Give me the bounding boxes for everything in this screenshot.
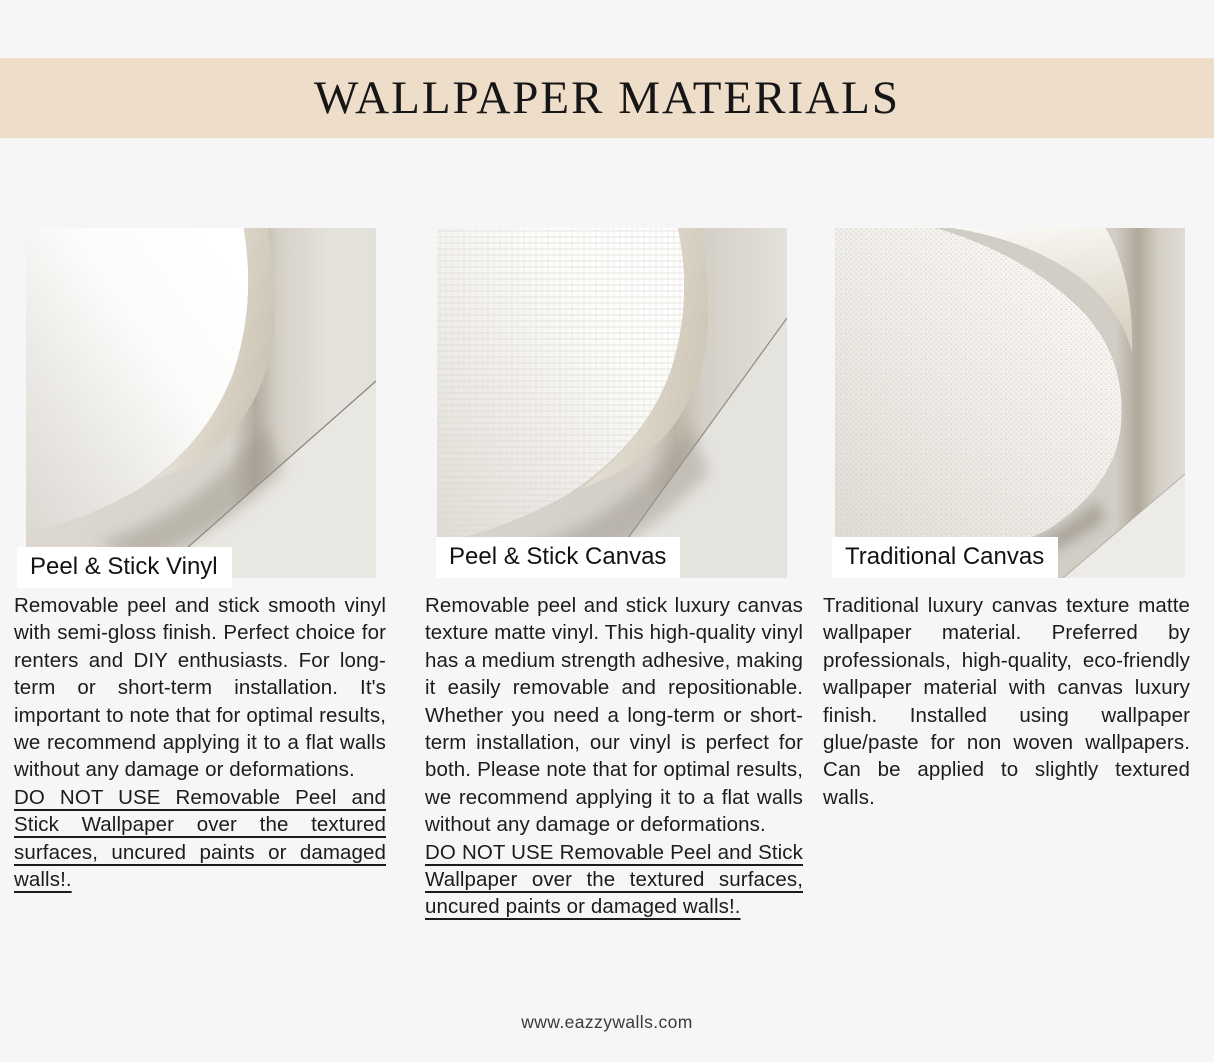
material-label: Peel & Stick Vinyl bbox=[17, 547, 232, 588]
material-warning: DO NOT USE Removable Peel and Stick Wallpaper over the textured surfaces, uncured paints or damaged walls!. bbox=[14, 785, 386, 892]
canvas-vinyl-sample-image bbox=[437, 228, 787, 578]
material-description: Removable peel and stick smooth vinyl with semi-gloss finish. Perfect choice for renters and DIY enthusiasts. For long-term or short-term installation. It's important to note that for optimal results, we recommend applying it to a flat walls without any damage or deformations. bbox=[14, 594, 386, 782]
footer-website-url: www.eazzywalls.com bbox=[521, 1012, 693, 1032]
material-description: Traditional luxury canvas texture matte wallpaper material. Preferred by professionals, high-quality, eco-friendly wallpaper material with canvas luxury finish. Installed using wallpaper glue/paste for non woven wallpapers. Can be applied to slightly textured walls. bbox=[823, 594, 1190, 809]
traditional-canvas-sample-image bbox=[835, 228, 1185, 578]
header-banner bbox=[0, 58, 1214, 138]
wallpaper-sample-photo bbox=[26, 228, 376, 578]
material-card-peel-stick-canvas bbox=[425, 228, 803, 921]
wallpaper-sample-photo bbox=[835, 228, 1185, 578]
wallpaper-sample-photo bbox=[437, 228, 787, 578]
page-title-wrap bbox=[314, 71, 900, 125]
smooth-vinyl-sample-image bbox=[26, 228, 376, 578]
material-card-peel-stick-vinyl bbox=[14, 228, 386, 893]
material-description: Removable peel and stick luxury canvas texture matte vinyl. This high-quality vinyl has a medium strength adhesive, making it easily removable and repositionable. Whether you need a long-term or short-term installation, our vinyl is perfect for both. Please note that for optimal results, we recommend applying it to a flat walls without any damage or deformations. bbox=[425, 594, 803, 837]
material-label: Peel & Stick Canvas bbox=[436, 537, 680, 578]
material-warning: DO NOT USE Removable Peel and Stick Wallpaper over the textured surfaces, uncured paints or damaged walls!. bbox=[425, 840, 803, 919]
page-title: WALLPAPER MATERIALS bbox=[314, 72, 900, 124]
material-card-traditional-canvas bbox=[823, 228, 1190, 811]
material-label: Traditional Canvas bbox=[832, 537, 1058, 578]
